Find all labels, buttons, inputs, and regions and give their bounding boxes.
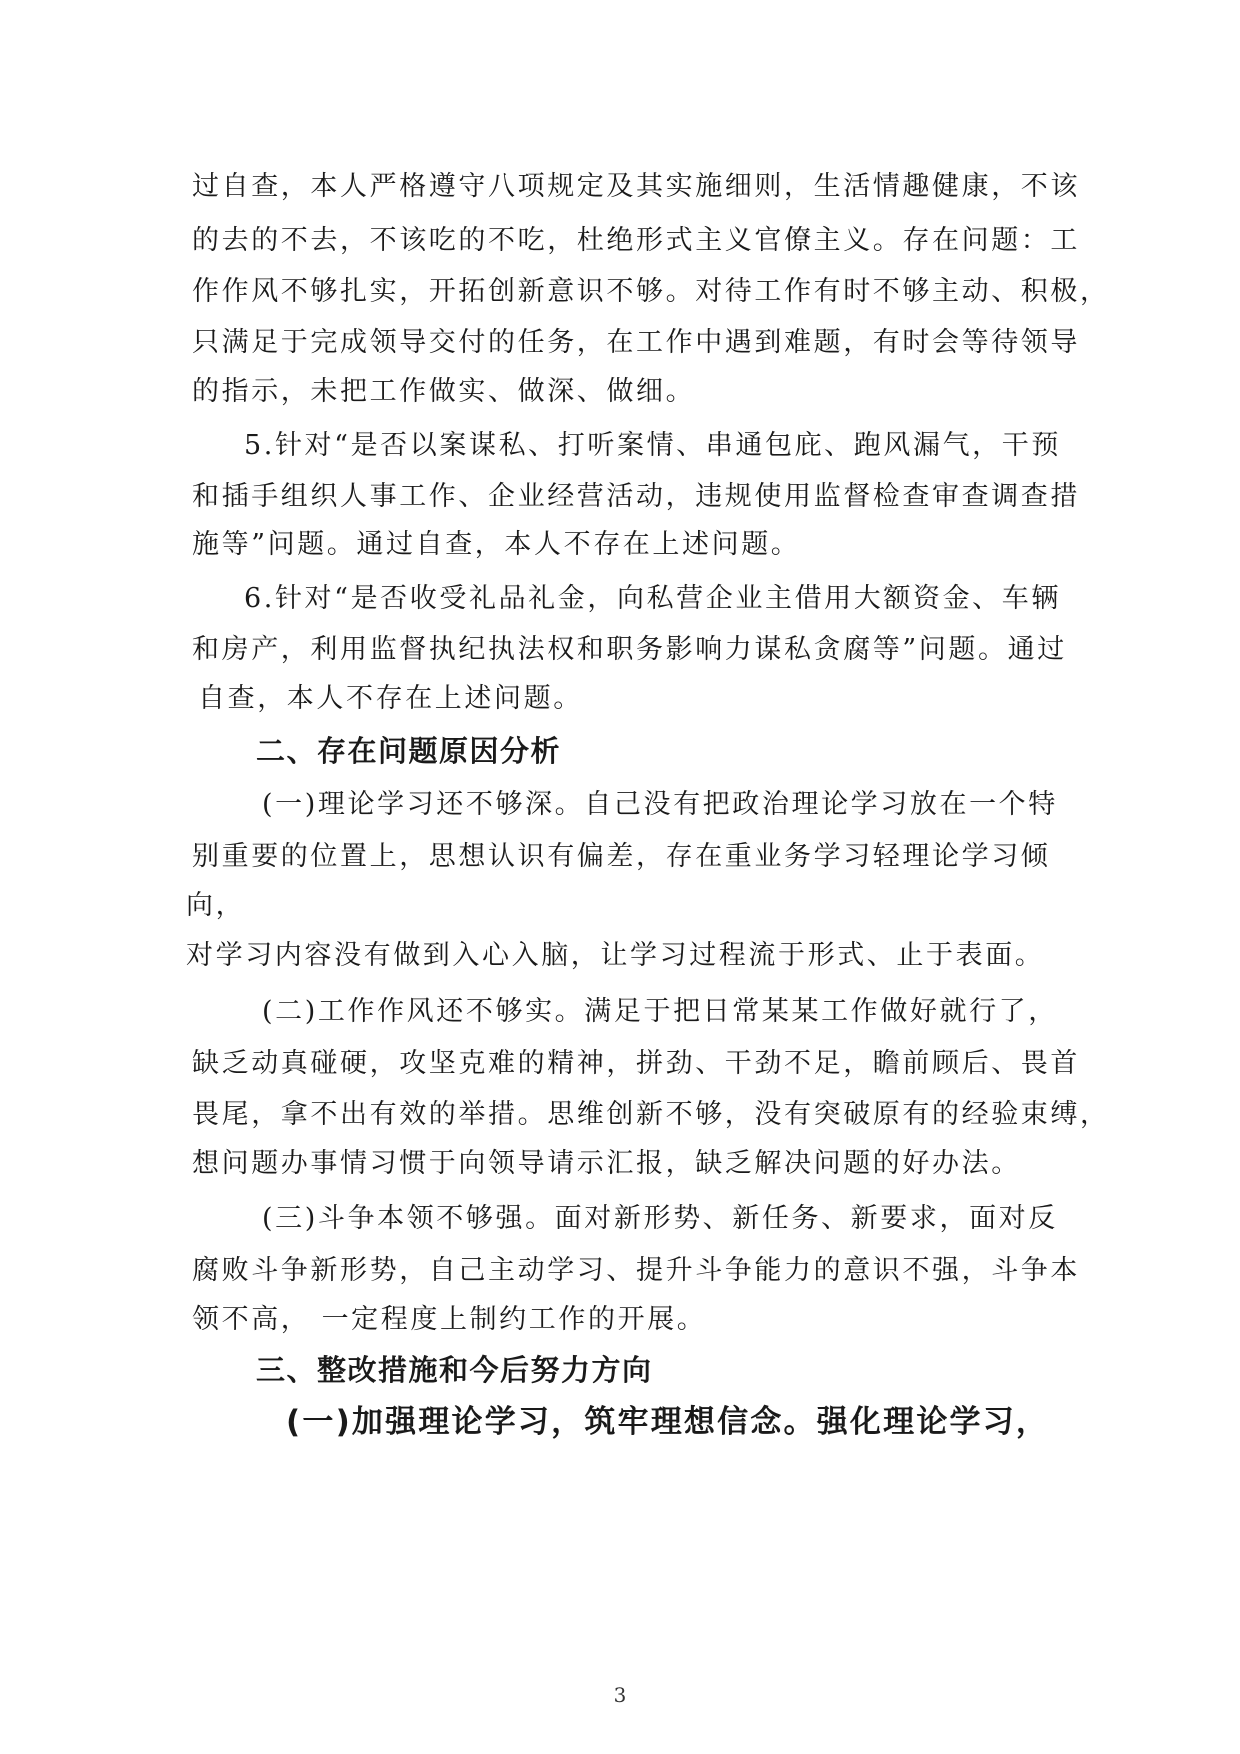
body-line: 过自查，本人严格遵守八项规定及其实施细则，生活情趣健康，不该 [192,171,1080,202]
body-line: 自查，本人不存在上述问题。 [198,683,583,714]
body-line: 缺乏动真碰硬，攻坚克难的精神，拼劲、干劲不足，瞻前顾后、畏首 [192,1048,1080,1079]
body-line: 施等”问题。通过自查，本人不存在上述问题。 [192,529,801,560]
body-line: 别重要的位置上，思想认识有偏差，存在重业务学习轻理论学习倾 [192,841,1051,872]
body-line: 对学习内容没有做到入心入脑，让学习过程流于形式、止于表面。 [186,940,1045,971]
paragraph-item-6-first-line: 6.针对“是否收受礼品礼金，向私营企业主借用大额资金、车辆 [244,583,1061,614]
body-line: 向， [186,890,246,921]
subsection-heading-1: (一)加强理论学习，筑牢理想信念。强化理论学习， [286,1404,1050,1440]
page-number: 3 [613,1683,627,1707]
body-line: 腐败斗争新形势，自己主动学习、提升斗争能力的意识不强，斗争本 [192,1255,1080,1286]
body-line: 和房产，利用监督执纪执法权和职务影响力谋私贪腐等”问题。通过 [192,634,1067,665]
body-line: 想问题办事情习惯于向领导请示汇报，缺乏解决问题的好办法。 [192,1148,1021,1179]
section-heading-3: 三、整改措施和今后努力方向 [256,1353,653,1387]
subsection-3-first-line: (三)斗争本领不够强。面对新形势、新任务、新要求，面对反 [262,1203,1058,1234]
body-line: 和插手组织人事工作、企业经营活动，违规使用监督检查审查调查措 [192,481,1080,512]
body-line: 畏尾，拿不出有效的举措。思维创新不够，没有突破原有的经验束缚， [192,1099,1110,1130]
subsection-2-first-line: (二)工作作风还不够实。满足于把日常某某工作做好就行了， [262,996,1058,1027]
body-line: 只满足于完成领导交付的任务，在工作中遇到难题，有时会等待领导 [192,327,1080,358]
body-line: 领不高， 一定程度上制约工作的开展。 [192,1304,707,1335]
body-line: 作作风不够扎实，开拓创新意识不够。对待工作有时不够主动、积极， [192,276,1110,307]
paragraph-item-5-first-line: 5.针对“是否以案谋私、打听案情、串通包庇、跑风漏气，干预 [244,430,1061,461]
subsection-1-first-line: (一)理论学习还不够深。自己没有把政治理论学习放在一个特 [262,789,1058,820]
body-line: 的指示，未把工作做实、做深、做细。 [192,376,696,407]
section-heading-2: 二、存在问题原因分析 [256,734,562,768]
body-line: 的去的不去，不该吃的不吃，杜绝形式主义官僚主义。存在问题：工 [192,225,1080,256]
